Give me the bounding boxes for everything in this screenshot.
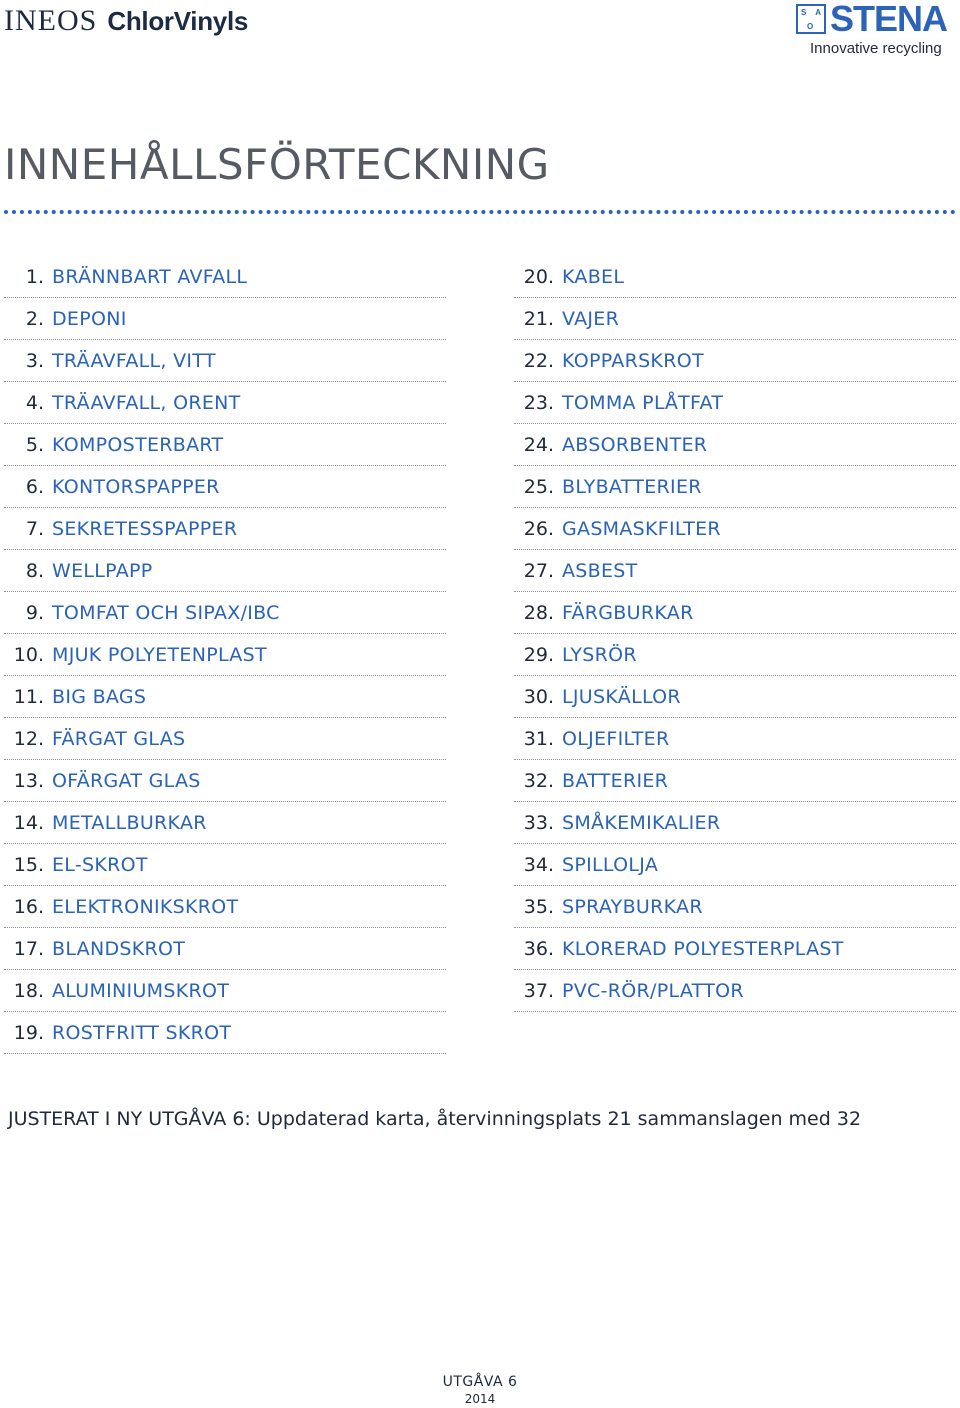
toc-item-label: LJUSKÄLLOR [562,685,681,708]
toc-item [514,802,956,844]
toc-item [514,886,956,928]
toc-item [4,382,446,424]
toc-item [4,760,446,802]
toc-item-number: 9. [25,601,44,624]
stena-logo [796,2,956,62]
toc-left-column [4,256,446,1054]
toc-item [4,424,446,466]
toc-item-number: 22. [523,349,554,372]
stena-wordmark: STENA [830,0,948,39]
toc-item-label: METALLBURKAR [52,811,207,834]
toc-item-number: 19. [13,1021,44,1044]
toc-item [4,970,446,1012]
toc-item [4,676,446,718]
toc-item [4,1012,446,1054]
toc-item [514,424,956,466]
toc-item-label: EL-SKROT [52,853,148,876]
page-title: INNEHÅLLSFÖRTECKNING [4,140,550,189]
toc-item-label: TRÄAVFALL, VITT [52,349,216,372]
toc-item-number: 6. [25,475,44,498]
toc-item-label: ASBEST [562,559,638,582]
footer [0,1374,960,1406]
toc-item-number: 17. [13,937,44,960]
toc-item-label: ELEKTRONIKSKROT [52,895,239,918]
toc-item-label: FÄRGBURKAR [562,601,694,624]
toc-item-label: TRÄAVFALL, ORENT [52,391,241,414]
toc-item-label: PVC-RÖR/PLATTOR [562,979,744,1002]
toc-item-label: ALUMINIUMSKROT [52,979,230,1002]
chlorvinyls-wordmark: ChlorVinyls [107,5,249,36]
toc-item-label: ABSORBENTER [562,433,708,456]
toc-item-label: TOMFAT OCH SIPAX/IBC [52,601,280,624]
toc-item [514,256,956,298]
toc-right-column [514,256,956,1012]
toc-item-label: SPILLOLJA [562,853,659,876]
toc-item-number: 8. [25,559,44,582]
toc-item [514,760,956,802]
toc-item-label: SEKRETESSPAPPER [52,517,238,540]
toc-item-number: 3. [25,349,44,372]
toc-item-number: 18. [13,979,44,1002]
toc-item [514,592,956,634]
toc-item-label: OLJEFILTER [562,727,670,750]
toc-item-label: KOMPOSTERBART [52,433,224,456]
toc-item [514,844,956,886]
toc-item-number: 28. [523,601,554,624]
toc-item-label: OFÄRGAT GLAS [52,769,201,792]
toc-item-number: 5. [25,433,44,456]
footer-year: 2014 [464,1392,496,1406]
toc-item-number: 34. [523,853,554,876]
toc-item-label: GASMASKFILTER [562,517,721,540]
toc-item [514,466,956,508]
toc-item-number: 37. [523,979,554,1002]
toc-item-label: MJUK POLYETENPLAST [52,643,267,666]
toc-item-number: 26. [523,517,554,540]
toc-item-number: 33. [523,811,554,834]
toc-item-number: 4. [25,391,44,414]
toc-item-label: WELLPAPP [52,559,153,582]
toc-item [514,340,956,382]
badge-letter-s: S [801,8,807,17]
edition-note [8,1108,861,1130]
toc-item-number: 36. [523,937,554,960]
stena-badge-icon [796,4,826,34]
toc-item-label: BIG BAGS [52,685,147,708]
toc-item [4,256,446,298]
edition-note-text: Uppdaterad karta, återvinningsplats 21 sammanslagen med 32 [250,1108,862,1130]
toc-item-label: ROSTFRITT SKROT [52,1021,232,1044]
toc-item-number: 24. [523,433,554,456]
toc-item [4,466,446,508]
toc-item-number: 30. [523,685,554,708]
toc-item-label: DEPONI [52,307,127,330]
toc-item [4,550,446,592]
toc-item-label: LYSRÖR [562,643,637,666]
toc-item-number: 10. [13,643,44,666]
toc-item-label: BLYBATTERIER [562,475,702,498]
toc-item-number: 35. [523,895,554,918]
toc-item-number: 31. [523,727,554,750]
toc-item-label: FÄRGAT GLAS [52,727,186,750]
edition-note-lead: JUSTERAT I NY UTGÅVA 6: [8,1108,251,1130]
toc-item [514,718,956,760]
toc-item [514,928,956,970]
toc-item [4,592,446,634]
toc-item [514,970,956,1012]
toc-item-number: 20. [523,265,554,288]
toc-item-number: 23. [523,391,554,414]
toc-item-number: 12. [13,727,44,750]
toc-item-number: 32. [523,769,554,792]
toc-item [514,298,956,340]
toc-item [4,844,446,886]
toc-item-number: 7. [25,517,44,540]
toc-item [514,676,956,718]
toc-item-label: SPRAYBURKAR [562,895,703,918]
toc-item-number: 25. [523,475,554,498]
stena-tagline: Innovative recycling [810,40,942,57]
toc-item-label: BRÄNNBART AVFALL [52,265,248,288]
toc-item-number: 21. [523,307,554,330]
ineos-chlorvinyls-logo [4,4,248,38]
toc-item [514,508,956,550]
toc-item-number: 29. [523,643,554,666]
toc-item [4,928,446,970]
title-divider [4,210,956,214]
toc-item-number: 11. [13,685,44,708]
toc-item [4,340,446,382]
toc-item-number: 13. [13,769,44,792]
toc-item-number: 1. [25,265,44,288]
toc-item-number: 2. [25,307,44,330]
toc-item-label: VAJER [562,307,620,330]
toc-item [4,802,446,844]
toc-item-number: 15. [13,853,44,876]
toc-item [514,382,956,424]
badge-letter-o: O [807,22,814,31]
badge-letter-a: A [815,8,821,17]
toc-item-number: 14. [13,811,44,834]
toc-item [514,550,956,592]
toc-item-label: BLANDSKROT [52,937,186,960]
toc-item [4,298,446,340]
ineos-wordmark: INEOS [4,4,98,37]
toc-item [514,634,956,676]
toc-item [4,718,446,760]
toc-item [4,508,446,550]
footer-edition: UTGÅVA 6 [442,1374,518,1390]
toc-item [4,634,446,676]
toc-item-label: KONTORSPAPPER [52,475,220,498]
toc-item-label: SMÅKEMIKALIER [562,811,721,834]
toc-item-label: KOPPARSKROT [562,349,704,372]
toc-item-label: BATTERIER [562,769,669,792]
toc-item-number: 16. [13,895,44,918]
toc-item-number: 27. [523,559,554,582]
toc-item-label: KLORERAD POLYESTERPLAST [562,937,844,960]
toc-item-label: TOMMA PLÅTFAT [562,391,724,414]
toc-item-label: KABEL [562,265,625,288]
toc-item [4,886,446,928]
